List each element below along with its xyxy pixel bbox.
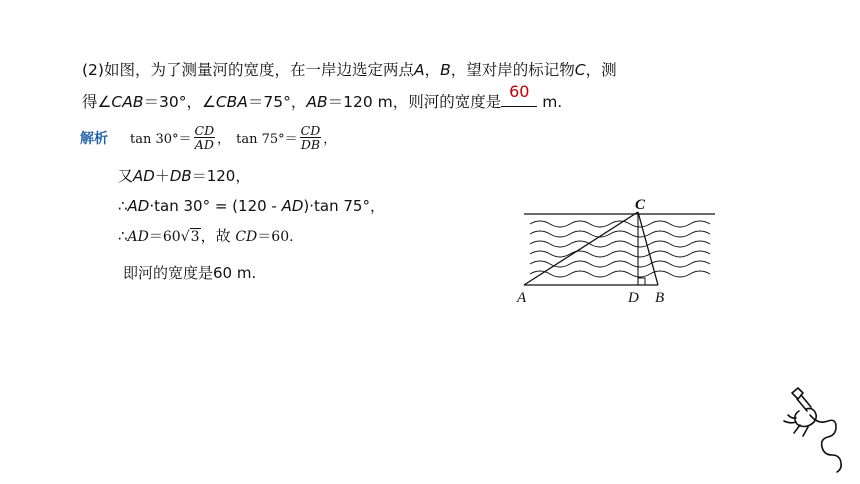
tan75-text: tan 75°＝ bbox=[236, 132, 298, 147]
diagram-label-d: D bbox=[628, 290, 639, 306]
answer-unit: m. bbox=[542, 93, 563, 111]
angle-cab: CAB bbox=[111, 93, 144, 111]
point-a-label: A bbox=[413, 61, 425, 79]
text: 又 bbox=[118, 167, 134, 185]
question-text-mid: ，望对岸的标记物 bbox=[450, 61, 575, 79]
segment-ad: AD bbox=[281, 197, 304, 215]
fraction-denominator: DB bbox=[300, 137, 321, 152]
text: )·tan 75°， bbox=[303, 197, 385, 215]
segment-cd: CD bbox=[235, 229, 258, 245]
solution-line-1 bbox=[118, 165, 250, 186]
answer-value: 60 bbox=[509, 82, 530, 101]
point-c-label: C bbox=[574, 61, 586, 79]
question-text: 得∠ bbox=[82, 93, 112, 111]
hand-drawing-icon bbox=[770, 385, 850, 475]
separator: ， bbox=[424, 61, 441, 79]
text: ＝60 bbox=[148, 229, 181, 245]
text: ·tan 30° = (120 - bbox=[149, 197, 282, 215]
diagram-label-a: A bbox=[517, 290, 527, 306]
answer-blank bbox=[501, 82, 537, 107]
solution-line-2 bbox=[118, 195, 385, 216]
fraction-denominator: AD bbox=[194, 137, 214, 152]
question-text-end: ，测 bbox=[585, 61, 617, 79]
fraction-cd-db bbox=[300, 124, 322, 151]
question-line-1 bbox=[82, 60, 617, 80]
solution-label: 解析 bbox=[80, 130, 108, 147]
segment-ab: AB bbox=[306, 93, 328, 111]
right-angle-mark bbox=[638, 278, 645, 285]
question-text: ＝120 m，则河的宽度是 bbox=[327, 93, 502, 111]
text: ，故 bbox=[200, 227, 236, 245]
river-waves bbox=[530, 221, 710, 277]
fraction-numerator: CD bbox=[300, 123, 321, 138]
sqrt-value: 3 bbox=[190, 229, 200, 245]
comma: ， bbox=[217, 132, 231, 147]
point-b-label: B bbox=[440, 61, 451, 79]
river-diagram bbox=[510, 190, 730, 310]
segment-ad: AD bbox=[127, 197, 150, 215]
angle-cba: CBA bbox=[215, 93, 248, 111]
question-text: ＝75°， bbox=[247, 93, 307, 111]
segment-db: DB bbox=[169, 167, 192, 185]
solution-header bbox=[80, 124, 336, 151]
text: ＝60. bbox=[257, 229, 294, 245]
diagram-label-b: B bbox=[655, 290, 665, 306]
plus: ＋ bbox=[154, 167, 170, 185]
solution-line-4: 即河的宽度是60 m. bbox=[123, 264, 257, 282]
question-text: ＝30°，∠ bbox=[143, 93, 216, 111]
therefore-symbol: ∴ bbox=[118, 227, 128, 245]
text: ＝120， bbox=[191, 167, 251, 185]
fraction-cd-ad bbox=[194, 124, 216, 151]
question-text: (2)如图，为了测量河的宽度，在一岸边选定两点 bbox=[82, 61, 414, 79]
question-line-2 bbox=[82, 82, 563, 112]
solution-line-3: ∴AD＝60√3，故 CD＝60. bbox=[118, 227, 294, 245]
comma: ， bbox=[323, 132, 337, 147]
segment-ad: AD bbox=[127, 229, 149, 245]
fraction-numerator: CD bbox=[194, 123, 215, 138]
segment-ad: AD bbox=[133, 167, 155, 185]
tan30-text: tan 30°＝ bbox=[130, 132, 192, 147]
segment-ac-line bbox=[524, 212, 638, 285]
therefore-symbol: ∴ bbox=[118, 197, 128, 215]
diagram-label-c: C bbox=[635, 197, 646, 213]
segment-bc-line bbox=[638, 212, 658, 285]
